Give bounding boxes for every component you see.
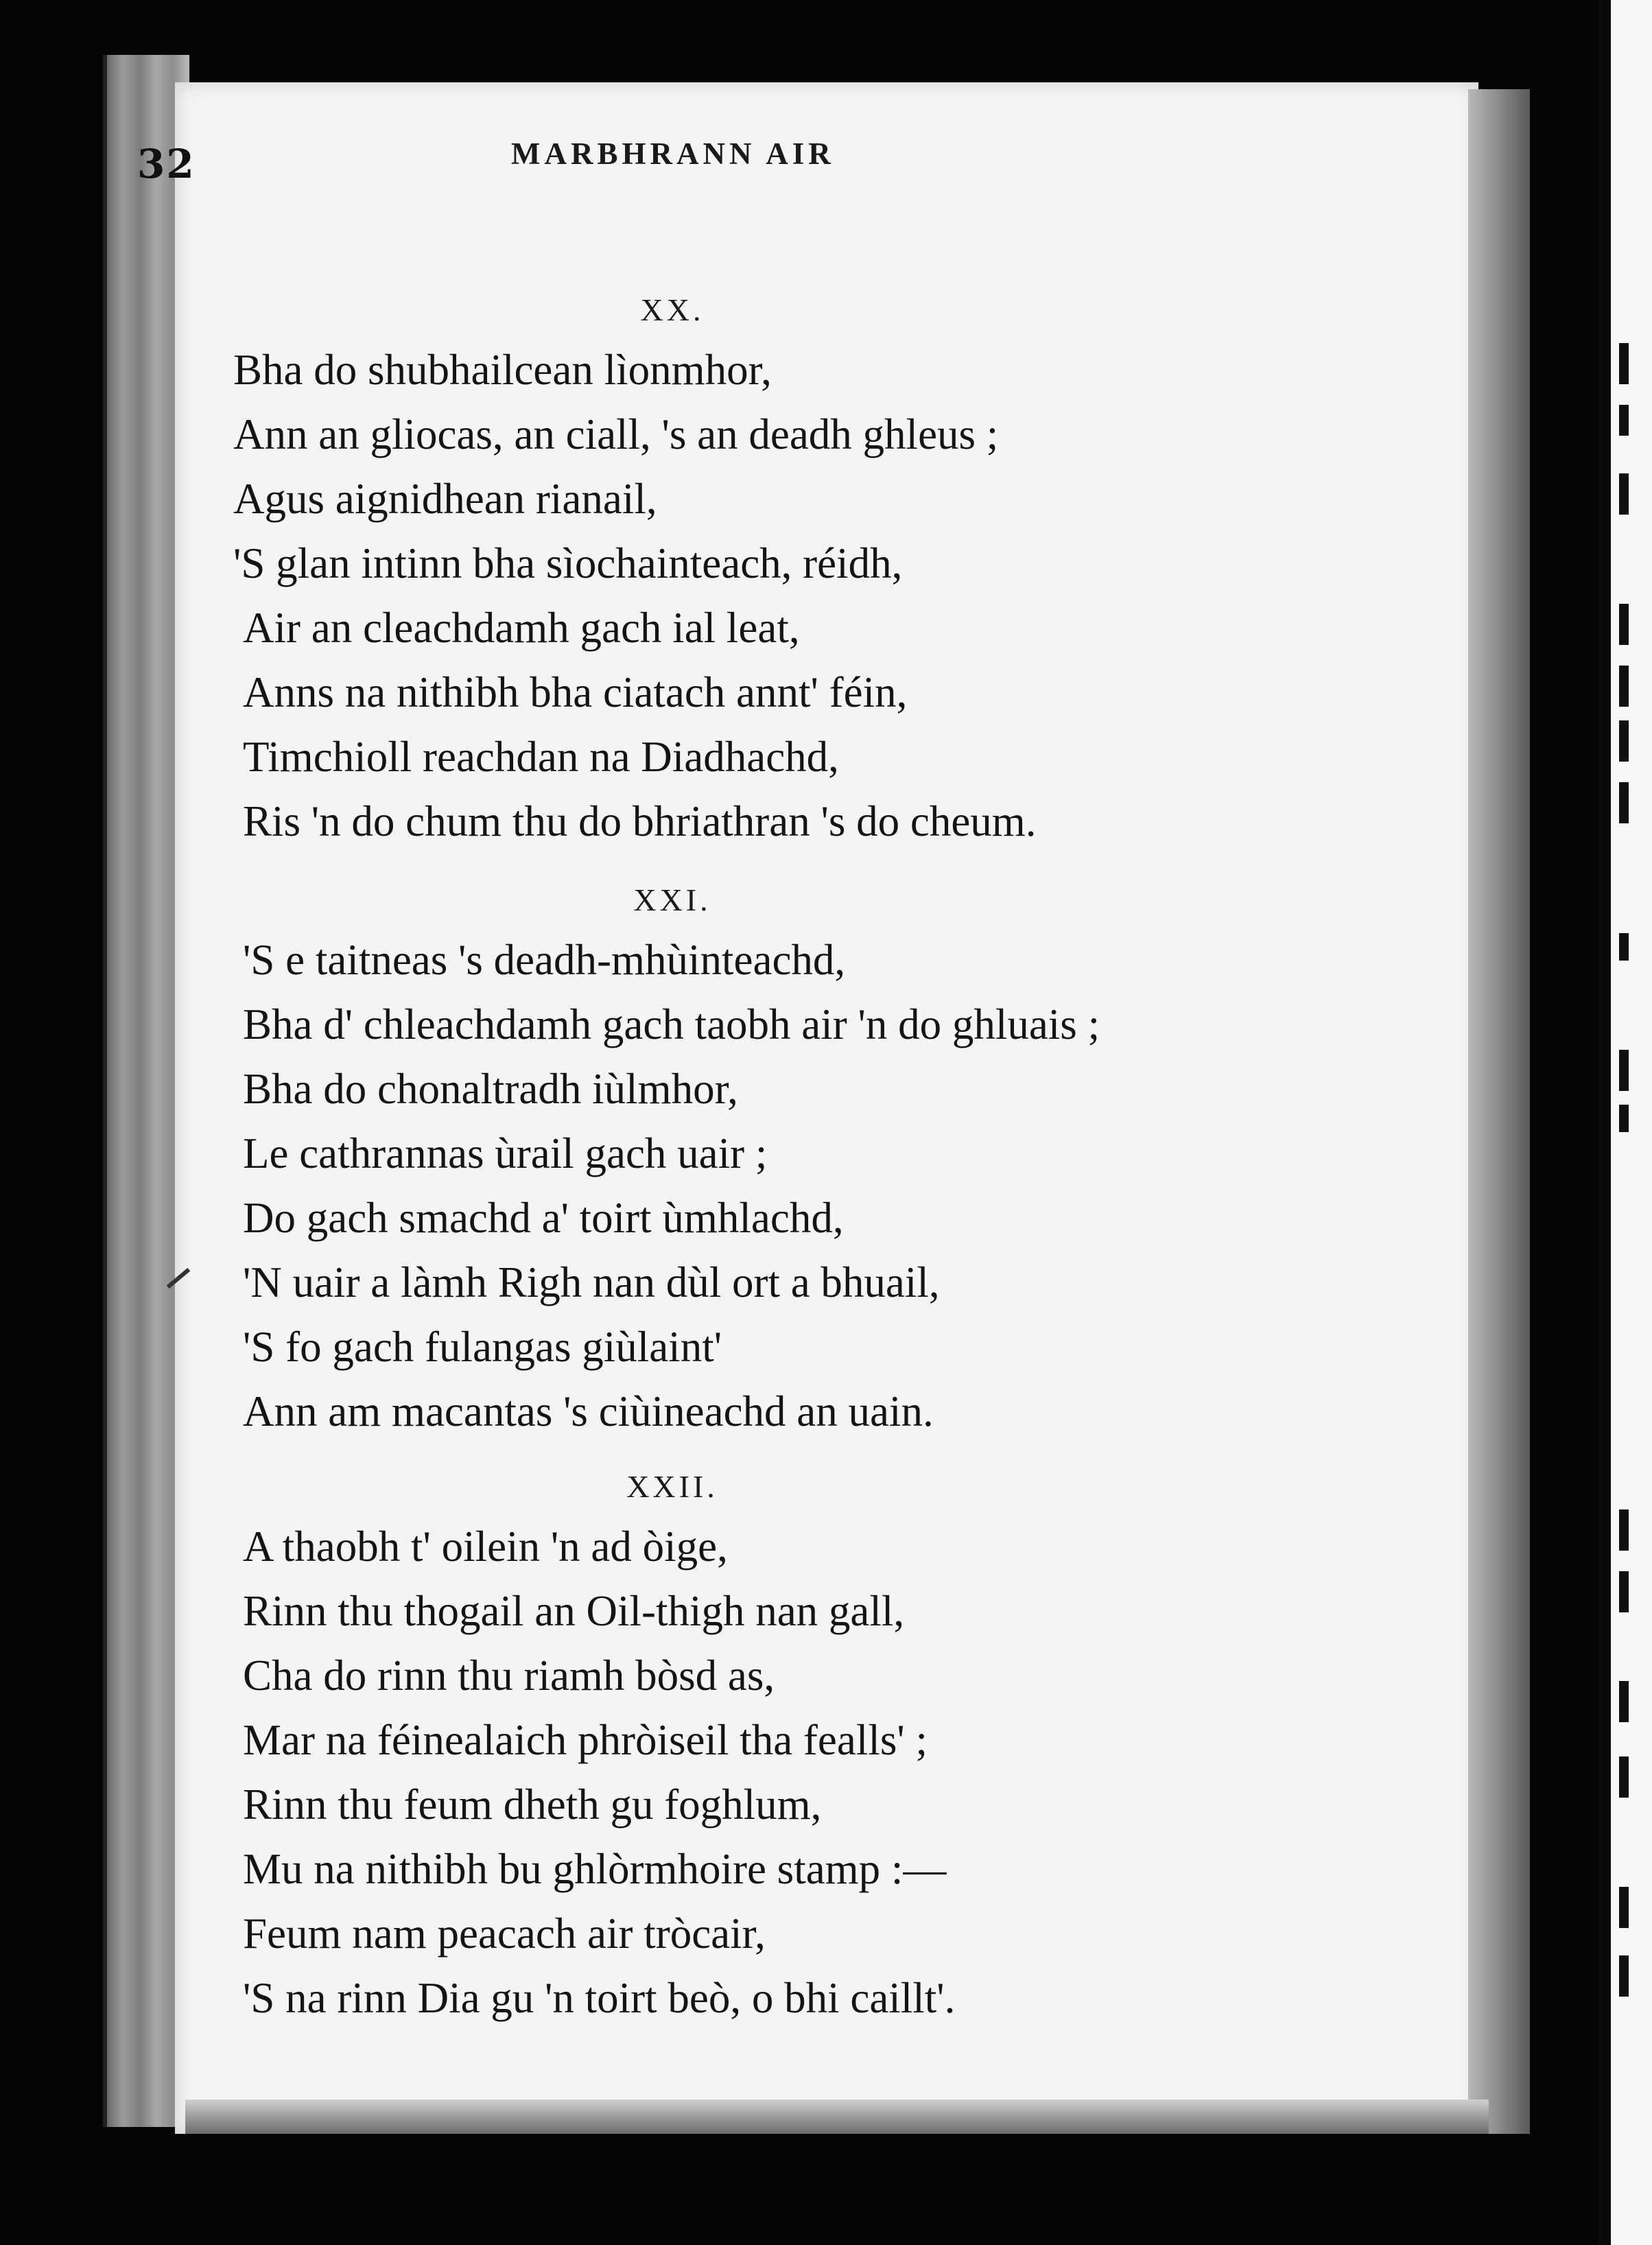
- facing-glyph: [1619, 604, 1629, 645]
- facing-glyph: [1619, 343, 1629, 384]
- facing-glyph: [1619, 1509, 1629, 1551]
- verse-line: Mar na féinealaich phròiseil tha fealls' ;: [243, 1716, 928, 1764]
- gutter-shadow: [1468, 89, 1530, 2134]
- facing-glyph: [1619, 782, 1629, 823]
- verse-line: 'S e taitneas 's deadh-mhùinteachd,: [243, 936, 846, 984]
- facing-glyph: [1619, 473, 1629, 515]
- verse-line: Anns na nithibh bha ciatach annt' féin,: [243, 668, 908, 716]
- facing-glyph: [1619, 1887, 1629, 1928]
- facing-glyph: [1619, 1105, 1629, 1132]
- verse-line: A thaobh t' oilein 'n ad òige,: [243, 1523, 728, 1571]
- verse-line: Bha do shubhailcean lìonmhor,: [233, 346, 772, 394]
- verse-line: Timchioll reachdan na Diadhachd,: [243, 733, 839, 781]
- verse-line: Ris 'n do chum thu do bhriathran 's do cheum.: [243, 797, 1037, 845]
- verse-line: Bha d' chleachdamh gach taobh air 'n do ghluais ;: [243, 1000, 1100, 1048]
- stanza: [233, 1468, 1249, 2030]
- verse-line: Rinn thu feum dheth gu foghlum,: [243, 1780, 822, 1829]
- verse-line: Le cathrannas ùrail gach uair ;: [243, 1129, 768, 1177]
- facing-glyph: [1619, 1756, 1629, 1798]
- verse-line: Agus aignidhean rianail,: [233, 475, 657, 523]
- facing-glyph: [1619, 720, 1629, 762]
- running-head: MARBHRANN AIR: [511, 137, 835, 171]
- stanza: [233, 882, 1249, 1444]
- stanza: [233, 292, 1249, 854]
- verse-line: Feum nam peacach air tròcair,: [243, 1909, 766, 1958]
- verse-line: Rinn thu thogail an Oil-thigh nan gall,: [243, 1587, 905, 1635]
- verse-line: Mu na nithibh bu ghlòrmhoire stamp :—: [243, 1845, 947, 1893]
- verse-line: 'S fo gach fulangas giùlaint': [243, 1323, 722, 1371]
- verse-line: 'N uair a làmh Righ nan dùl ort a bhuail,: [243, 1258, 940, 1306]
- stanza-number: XX.: [640, 292, 705, 327]
- verse-line: Do gach smachd a' toirt ùmhlachd,: [243, 1194, 844, 1242]
- stanza-number: XXII.: [626, 1469, 718, 1504]
- facing-glyph: [1619, 1955, 1629, 1997]
- facing-glyph: [1619, 933, 1629, 961]
- facing-glyph: [1619, 1681, 1629, 1722]
- facing-glyph: [1619, 666, 1629, 707]
- stanza-number: XXI.: [633, 882, 711, 917]
- facing-glyph: [1619, 405, 1629, 436]
- verse-line: Ann am macantas 's ciùineachd an uain.: [243, 1387, 934, 1435]
- facing-glyph: [1619, 1571, 1629, 1612]
- page-number: 32: [137, 141, 196, 187]
- verse-line: Air an cleachdamh gach ial leat,: [243, 604, 800, 652]
- verse-line: Cha do rinn thu riamh bòsd as,: [243, 1652, 775, 1700]
- verse-line: 'S glan intinn bha sìochainteach, réidh,: [233, 539, 903, 587]
- verse-line: Ann an gliocas, an ciall, 's an deadh ghleus ;: [233, 410, 999, 458]
- verse-line: Bha do chonaltradh iùlmhor,: [243, 1065, 738, 1113]
- bottom-edge: [185, 2100, 1489, 2134]
- verse-line: 'S na rinn Dia gu 'n toirt beò, o bhi caillt'.: [243, 1974, 956, 2022]
- facing-glyph: [1619, 1050, 1629, 1091]
- facing-page-fragment: [1598, 0, 1652, 2245]
